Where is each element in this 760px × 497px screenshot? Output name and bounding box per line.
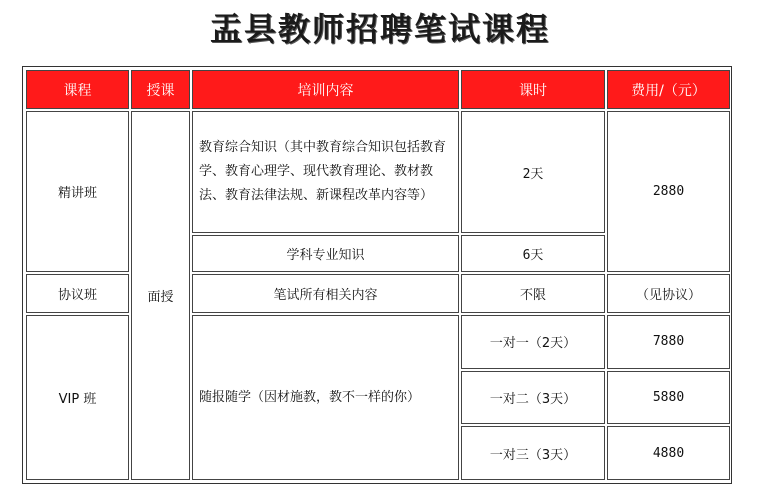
page-title: 盂县教师招聘笔试课程 (209, 10, 550, 48)
table-row (26, 111, 730, 233)
content-vip: 随报随学（因材施教，教不一样的你） (192, 315, 459, 480)
header-content: 培训内容 (192, 70, 459, 109)
course-vip: VIP 班 (26, 315, 129, 480)
header-hours: 课时 (461, 70, 605, 109)
header-teach: 授课 (131, 70, 190, 109)
hours-xieyi: 不限 (461, 274, 605, 313)
hours-jingjiang-2: 6天 (461, 235, 605, 272)
fee-vip-1: 7880 (607, 315, 730, 369)
table-header-row (26, 70, 730, 109)
fee-jingjiang: 2880 (607, 111, 730, 272)
teach-mode: 面授 (131, 111, 190, 480)
course-jingjiang: 精讲班 (26, 111, 129, 272)
course-xieyi: 协议班 (26, 274, 129, 313)
hours-vip-1: 一对一（2天） (461, 315, 605, 369)
course-table (24, 68, 732, 482)
fee-vip-2: 5880 (607, 371, 730, 425)
hours-vip-3: 一对三（3天） (461, 426, 605, 480)
header-fee: 费用/（元） (607, 70, 730, 109)
content-jingjiang-2: 学科专业知识 (192, 235, 459, 272)
hours-jingjiang-1: 2天 (461, 111, 605, 233)
hours-vip-2: 一对二（3天） (461, 371, 605, 425)
header-course: 课程 (26, 70, 129, 109)
fee-xieyi: （见协议） (607, 274, 730, 313)
content-jingjiang-1: 教育综合知识（其中教育综合知识包括教育学、教育心理学、现代教育理论、教材教法、教育法律法规、新课程改革内容等） (192, 111, 459, 233)
fee-vip-3: 4880 (607, 426, 730, 480)
content-xieyi: 笔试所有相关内容 (192, 274, 459, 313)
